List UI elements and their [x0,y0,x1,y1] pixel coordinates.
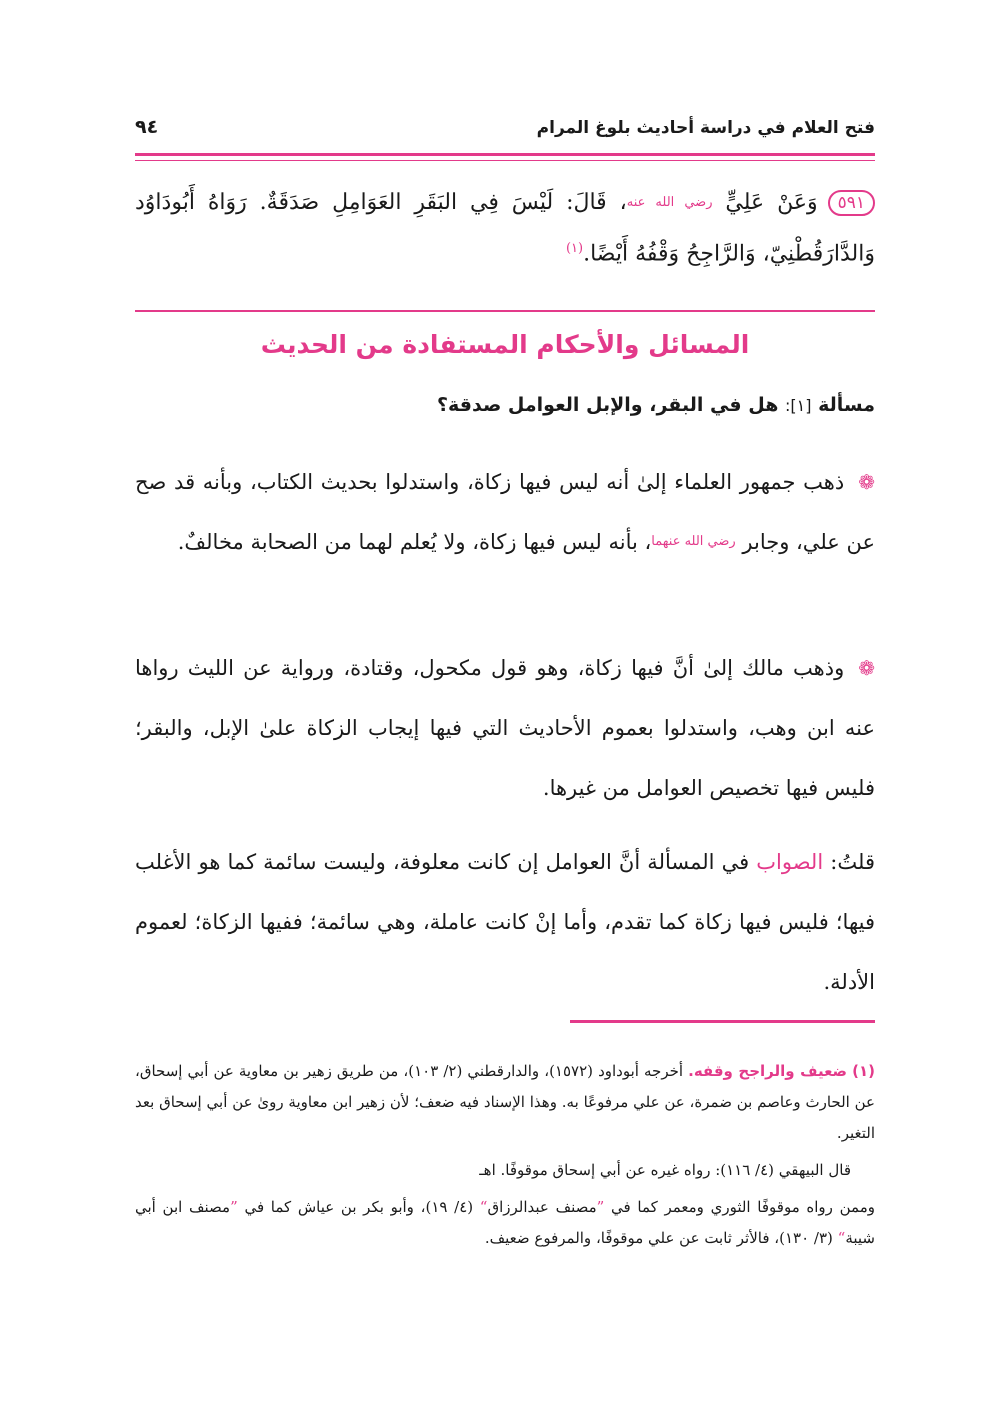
paragraph-3 [135,832,875,1012]
footnote-1-mawquf [135,1192,875,1254]
paragraph-3-accent: الصواب [756,850,824,874]
question-label: مسألة [818,394,875,416]
footnote-mawquf-e: (٣/ ١٣٠)، فالأثر ثابت عن علي موقوفًا، والمرفوع ضعيف. [484,1229,833,1247]
footnote-1-bayhaqi: قال البيهقي (٤/ ١١٦): رواه غيره عن أبي إسحاق موقوفًا. اهـ [479,1161,851,1179]
hadith-bottom-rule [135,310,875,312]
paragraph-2 [135,638,875,818]
section-heading: المسائل والأحكام المستفادة من الحديث [260,330,750,359]
footnote-mawquf-c: (٤/ ١٩)، وأبو بكر بن عياش كما في [244,1198,474,1216]
honorific-glyph: رضي الله عنهما [651,534,736,549]
paragraph-1 [135,452,875,572]
footnote-verdict: ضعيف والراجح وقفه. [688,1062,848,1080]
page-number: ٩٤ [135,116,159,138]
footnote-reference[interactable]: (١) [565,241,584,256]
header-rule-thin [135,160,875,161]
footnotes [135,1050,875,1254]
paragraph-2-text: وذهب مالك إلىٰ أنَّ فيها زكاة، وهو قول مكحول، وقتادة، ورواية عن الليث رواها عنه ابن وهب، واستدلوا بعموم الأحاديث التي فيها إيجاب الزكاة علىٰ الإبل، والبقر؛ فليس فيها تخصيص العوامل من غيرها. [135,656,875,800]
question-text: هل في البقر، والإبل العوامل صدقة؟ [436,394,779,416]
footnote-mawquf-a: وممن رواه موقوفًا الثوري ومعمر كما في [611,1198,875,1216]
hadith-text-part-1: وَعَنْ عَلِيٍّ [725,190,818,215]
source-abdurrazzaq: مصنف عبدالرزاق [487,1198,597,1216]
footnote-separator [570,1020,875,1023]
honorific-glyph: رضي الله عنه [626,195,713,210]
source-ibn-abi-shaybah: مصنف ابن أبي شيبة [135,1198,875,1247]
header-rule-thick [135,153,875,156]
paragraph-3-lead: قلتُ: [830,850,875,874]
question-line [135,394,875,416]
paragraph-1-text: ذهب جمهور العلماء إلىٰ أنه ليس فيها زكاة، واستدلوا بحديث الكتاب، وبأنه قد صح عن علي، وجابر [135,470,875,554]
flower-bullet-icon: ❁ [858,656,875,680]
hadith-number-badge: ٥٩١ [828,190,875,216]
open-quote: ” [596,1198,605,1216]
book-title: فتح العلام في دراسة أحاديث بلوغ المرام [536,118,875,138]
footnote-1 [135,1056,875,1149]
paragraph-3-text: في المسألة أنَّ العوامل إن كانت معلوفة، وليست سائمة كما هو الأغلب فيها؛ فليس فيها زكاة كما تقدم، وأما إنْ كانت عاملة، وهي سائمة؛ ففيها الزكاة؛ لعموم الأدلة. [135,850,875,994]
open-quote: ” [230,1198,238,1216]
footnote-1-text: أخرجه أبوداود (١٥٧٢)، والدارقطني (٢/ ١٠٣)، من طريق زهير بن معاوية عن أبي إسحاق، عن الحارث وعاصم بن ضمرة، عن علي مرفوعًا به. وهذا الإسناد فيه ضعف؛ لأن زهير ابن معاوية روىٰ عن أبي إسحاق بعد التغير. [135,1062,875,1142]
footnote-mark: (١) [852,1062,875,1080]
paragraph-1-tail: ، بأنه ليس فيها زكاة، ولا يُعلم لهما من الصحابة مخالفٌ. [177,530,652,554]
hadith-text-part-2: ، قَالَ: لَيْسَ فِي البَقَرِ العَوَامِلِ صَدَقَةٌ. رَوَاهُ أَبُودَاوُد وَالدَّارَقُطْنِيّ، وَالرَّاجِحُ وَقْفُهُ أَيْضًا. [135,190,875,267]
close-quote: “ [479,1198,488,1216]
hadith-text [135,180,875,277]
running-header [135,108,875,152]
question-number: [١]: [785,396,812,415]
close-quote: “ [837,1229,846,1247]
flower-bullet-icon: ❁ [858,470,875,494]
